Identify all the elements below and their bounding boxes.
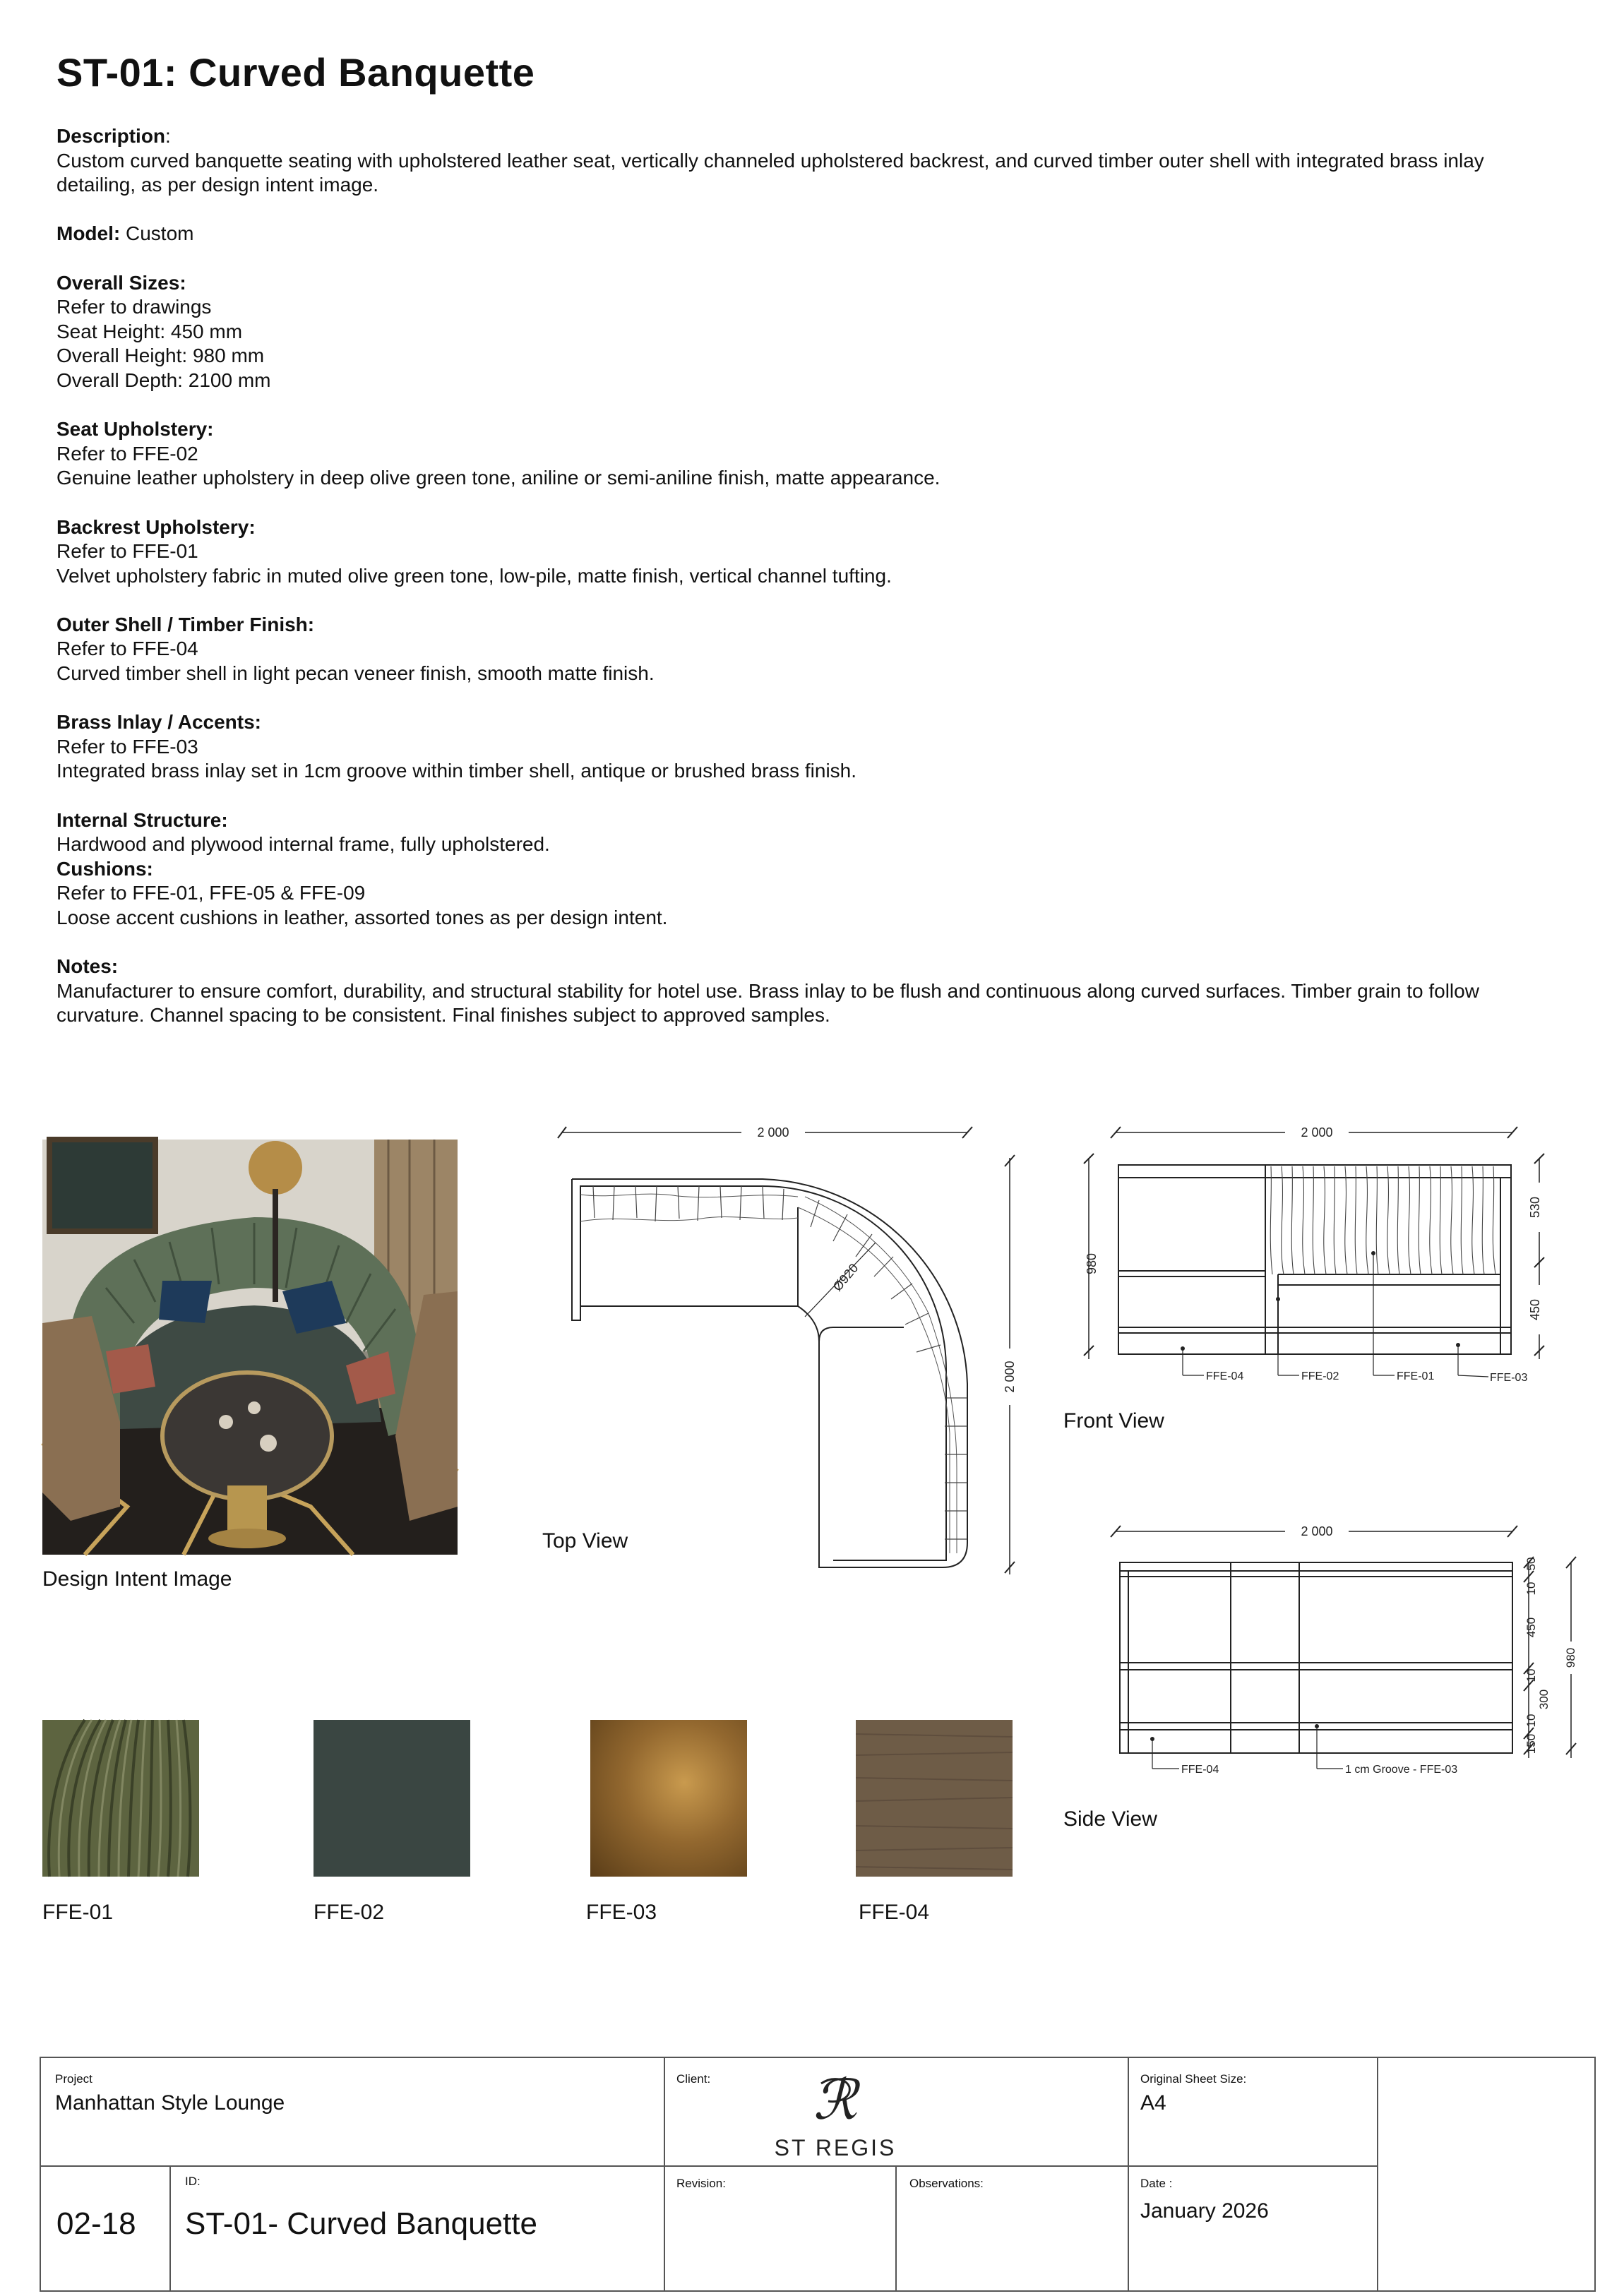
outer-shell-block [56, 613, 1568, 686]
model-label: Model: [56, 222, 121, 245]
seat-upholstery-label: Seat Upholstery: [56, 418, 214, 441]
swatch-label-ffe-01: FFE-01 [42, 1901, 114, 1924]
seat-upholstery-line: Refer to FFE-02 [56, 442, 198, 465]
top-view-radius-dimension: Ø920 [830, 1260, 861, 1294]
sheet-size-label: Original Sheet Size: [1140, 2072, 1247, 2086]
description-text: Custom curved banquette seating with upholstered leather seat, vertically channeled upholstered backrest, and curved timber outer shell with integrated brass inlay detailing, as per design intent image. [56, 149, 1484, 196]
swatch-ffe-04 [856, 1720, 1013, 1877]
front-view-tag-ffe-04: FFE-04 [1206, 1370, 1244, 1382]
date-value: January 2026 [1140, 2199, 1269, 2223]
st-regis-logo [774, 2062, 897, 2161]
side-view-caption: Side View [1063, 1807, 1157, 1831]
divider [1128, 2058, 1129, 2290]
backrest-upholstery-label: Backrest Upholstery: [56, 515, 256, 538]
cushions-label: Cushions: [56, 857, 153, 880]
cushions-line: Refer to FFE-01, FFE-05 & FFE-09 [56, 882, 366, 904]
cushions-line: Loose accent cushions in leather, assorted tones as per design intent. [56, 907, 668, 928]
title-block [40, 2057, 1596, 2292]
date-label: Date : [1140, 2177, 1173, 2190]
top-view-caption: Top View [542, 1529, 628, 1553]
swatch-ffe-03 [590, 1720, 747, 1877]
page-title: ST-01: Curved Banquette [56, 50, 535, 95]
outer-shell-line: Refer to FFE-04 [56, 638, 198, 660]
brass-inlay-block [56, 710, 1568, 784]
design-intent-caption: Design Intent Image [42, 1567, 232, 1591]
brass-inlay-label: Brass Inlay / Accents: [56, 711, 261, 734]
side-view-dimension: 450 [1524, 1617, 1538, 1638]
outer-shell-label: Outer Shell / Timber Finish: [56, 613, 315, 635]
front-view-width-dimension: 2 000 [1301, 1125, 1333, 1140]
top-view-width-dimension: 2 000 [757, 1125, 789, 1140]
client-label: Client: [676, 2072, 711, 2086]
project-label: Project [55, 2072, 92, 2086]
observations-label: Observations: [909, 2177, 984, 2190]
swatch-ffe-02 [314, 1720, 470, 1877]
outer-shell-line: Curved timber shell in light pecan veneer finish, smooth matte finish. [56, 662, 655, 685]
divider [1377, 2058, 1378, 2290]
side-view-dimension: 10 [1524, 1582, 1538, 1596]
front-view-caption: Front View [1063, 1409, 1164, 1433]
front-view-height-dimension: 980 [1085, 1252, 1099, 1275]
description-block [56, 124, 1568, 198]
internal-structure-label: Internal Structure: [56, 808, 228, 831]
side-view-tag-groove: 1 cm Groove - FFE-03 [1345, 1764, 1458, 1776]
front-view-drawing [1080, 1116, 1560, 1384]
design-intent-image [42, 1140, 458, 1555]
overall-sizes-line: Refer to drawings [56, 296, 212, 318]
side-view-tag-ffe-04: FFE-04 [1181, 1764, 1219, 1776]
divider [895, 2165, 897, 2290]
drawing-id: ST-01- Curved Banquette [185, 2206, 537, 2241]
specification-text [56, 124, 1568, 1053]
logo-wordmark: ST REGIS [774, 2135, 897, 2160]
backrest-upholstery-block [56, 515, 1568, 589]
overall-sizes-line: Overall Depth: 2100 mm [56, 369, 271, 391]
id-label: ID: [185, 2175, 201, 2188]
brass-inlay-line: Refer to FFE-03 [56, 735, 198, 758]
divider [41, 2165, 1377, 2167]
front-view-tag-ffe-02: FFE-02 [1301, 1370, 1339, 1382]
overall-sizes-block [56, 271, 1568, 393]
backrest-upholstery-line: Refer to FFE-01 [56, 540, 198, 563]
seat-upholstery-block [56, 417, 1568, 491]
revision-label: Revision: [676, 2177, 726, 2190]
front-view-tag-ffe-03: FFE-03 [1490, 1372, 1528, 1384]
swatch-label-ffe-03: FFE-03 [586, 1901, 657, 1924]
side-view-dimension: 150 [1524, 1733, 1538, 1754]
svg-text:ℛ: ℛ [813, 2069, 858, 2131]
divider [664, 2058, 665, 2290]
model-value: Custom [120, 222, 194, 245]
swatch-label-ffe-04: FFE-04 [859, 1901, 930, 1924]
project-name: Manhattan Style Lounge [55, 2091, 285, 2115]
model-block [56, 222, 1568, 246]
notes-label: Notes: [56, 955, 119, 978]
overall-sizes-line: Overall Height: 980 mm [56, 345, 265, 367]
side-view-dimension: 10 [1524, 1714, 1538, 1728]
top-view-drawing [551, 1116, 1031, 1582]
description-colon: : [165, 125, 171, 147]
internal-structure-line: Hardwood and plywood internal frame, fully upholstered. [56, 833, 550, 856]
front-view-tag-ffe-01: FFE-01 [1397, 1370, 1435, 1382]
side-view-width-dimension: 2 000 [1301, 1524, 1333, 1538]
brass-inlay-line: Integrated brass inlay set in 1cm groove within timber shell, antique or brushed brass finish. [56, 760, 857, 782]
backrest-upholstery-line: Velvet upholstery fabric in muted olive green tone, low-pile, matte finish, vertical channel tufting. [56, 564, 892, 587]
swatch-ffe-01 [42, 1720, 199, 1877]
divider [169, 2165, 171, 2290]
overall-sizes-label: Overall Sizes: [56, 271, 186, 294]
notes-text: Manufacturer to ensure comfort, durability, and structural stability for hotel use. Brass inlay to be flush and continuous along curved surfaces. Timber grain to follow curvature. Channel spacing to be consistent. Final finishes subject to approved samples. [56, 979, 1479, 1027]
side-view-drawing [1080, 1514, 1596, 1783]
top-view-depth-dimension: 2 000 [1003, 1361, 1017, 1393]
swatch-label-ffe-02: FFE-02 [314, 1901, 385, 1924]
side-view-dimension: 50 [1524, 1557, 1538, 1571]
side-view-dimension: 300 [1537, 1689, 1551, 1710]
overall-sizes-line: Seat Height: 450 mm [56, 320, 243, 342]
front-view-seat-dimension: 450 [1528, 1298, 1542, 1321]
seat-upholstery-line: Genuine leather upholstery in deep olive green tone, aniline or semi-aniline finish, matte appearance. [56, 467, 941, 489]
notes-block [56, 955, 1568, 1028]
cushions-block [56, 857, 1568, 931]
description-label: Description [56, 125, 166, 147]
side-view-dimension: 10 [1524, 1668, 1538, 1682]
front-view-back-dimension: 530 [1528, 1196, 1542, 1219]
side-view-overall-dimension: 980 [1564, 1647, 1577, 1668]
sheet-size-value: A4 [1140, 2091, 1166, 2115]
internal-structure-block [56, 808, 1568, 857]
sheet-number: 02-18 [56, 2206, 136, 2241]
